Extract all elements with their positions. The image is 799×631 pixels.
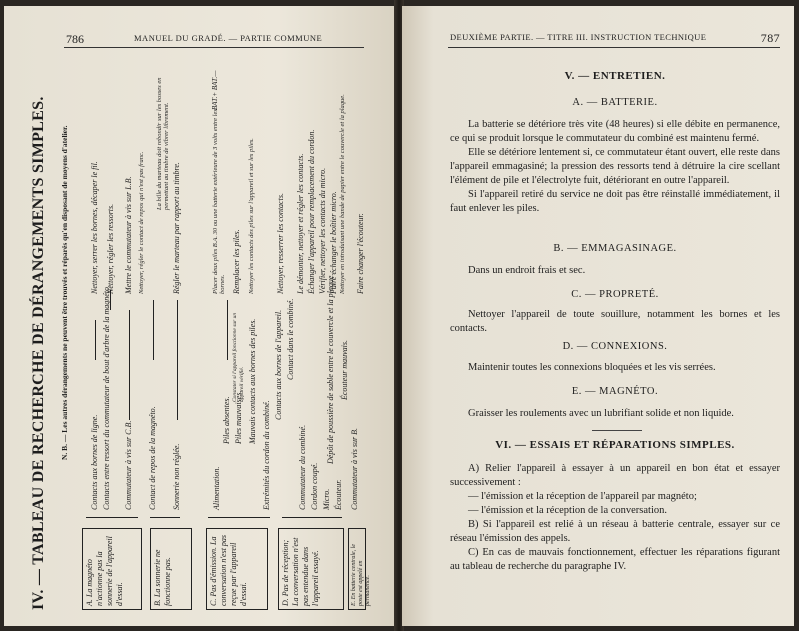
- vi-paragraph-1: A) Relier l'appareil à essayer à un appareil en bon état et essayer successivement :: [450, 463, 780, 488]
- cause-c-1: Alimentation.: [212, 466, 221, 510]
- d-text: [450, 361, 780, 375]
- cause-a-3: Commutateur à vis sur C.B.: [124, 420, 133, 510]
- arrow-6: [227, 300, 228, 360]
- a-paragraph-1: La batterie se détériore très vite (48 heures) si elle débite en permanence, ce qui se produit lorsque le commutateur du combiné est maintenu fermé.: [450, 119, 780, 144]
- cause-a-2: Contacts entre ressort du commutateur de bout d'arbre de la magnéto.: [102, 284, 111, 510]
- vi-list-item-1: — l'émission et la réception de l'appareil par magnéto;: [468, 491, 697, 502]
- c-paragraph-1: Nettoyer l'appareil de toute souillure, notamment les bornes et les contacts.: [450, 309, 780, 334]
- cause-c-3: Piles mauvaises.: [234, 390, 243, 444]
- bracket-a: [86, 517, 138, 518]
- cause-d-3: Micro.: [322, 488, 331, 510]
- b-paragraph-1: Dans un endroit frais et sec.: [468, 265, 586, 276]
- right-page-number: 787: [760, 31, 780, 45]
- e-heading: E. — MAGNÉTO.: [571, 386, 659, 397]
- left-page: [4, 6, 396, 626]
- bat-label: BAT.+ BAT.—: [211, 70, 219, 110]
- a-text: [450, 118, 780, 216]
- remedy-7: Remplacer les piles.: [232, 229, 241, 294]
- cause-d-4: Écouteur.: [334, 479, 343, 510]
- remedy-10: Le démonter, nettoyer et régler les contacts.: [296, 153, 305, 294]
- a-paragraph-2: Elle se détériore lentement si, ce commutateur étant ouvert, elle reste dans l'appareil emmagasiné; la pression des ressorts tend à détruire la cire scellant l'élément de pile et l'électrolyte fuit, détériorant en outre l'appareil.: [450, 147, 780, 186]
- fault-box-d: D. Pas de réception; La conversation n'est pas entendue dans l'appareil essayé.: [278, 528, 344, 610]
- right-page: [402, 6, 794, 626]
- cause-d-2: Cordon coupé.: [310, 462, 319, 510]
- section-divider: [592, 430, 642, 431]
- arrow-3: [129, 310, 130, 420]
- e-paragraph-1: Graisser les roulements avec un lubrifiant solide et non liquide.: [468, 408, 734, 419]
- arrow-1: [95, 320, 96, 360]
- remedy-12: Vérifier, nettoyer les contacts du micro.: [318, 167, 327, 294]
- a-paragraph-3: Si l'appareil retiré du service ne doit pas être réinstallé immédiatement, il faut enlever les piles.: [450, 189, 780, 214]
- b-heading: B. — EMMAGASINAGE.: [553, 243, 677, 254]
- c-heading: C. — PROPRETÉ.: [571, 289, 659, 300]
- remedy-2: Nettoyer, régler les ressorts.: [106, 203, 115, 294]
- table-note: N. B. — Les autres dérangements ne peuvent être trouvés et réparés qu'en disposant de moyens d'atelier.: [60, 125, 69, 460]
- cause-a-1: Contacts aux bornes de ligne.: [90, 414, 99, 510]
- fault-box-e: E. En batterie centrale, le poste est appelé en permanence.: [348, 528, 366, 610]
- right-header-rule: [448, 47, 780, 48]
- cause-c-6: Contacts aux bornes de l'appareil.: [274, 309, 283, 420]
- cause-c-5: Extrémités du cordon du combiné.: [262, 400, 271, 510]
- bracket-d: [282, 517, 342, 518]
- section-v-heading: V. — ENTRETIEN.: [564, 70, 666, 82]
- piles-note: Constater si l'appareil fonctionne sur un appareil vérifié.: [232, 312, 245, 402]
- arrow-5: [177, 300, 178, 420]
- remedy-1: Nettoyer, serrer les bornes, décaper le fil.: [90, 161, 99, 294]
- rotated-table: [26, 62, 371, 610]
- remedy-4: Nettoyer, régler le contact de repos qui n'est pas franc.: [138, 151, 145, 294]
- d-heading: D. — CONNEXIONS.: [562, 341, 668, 352]
- table-title: IV. — TABLEAU DE RECHERCHE DE DÉRANGEMENTS SIMPLES.: [30, 96, 47, 610]
- cause-c-7: Contact dans le combiné.: [286, 298, 295, 380]
- vi-paragraph-3: C) En cas de mauvais fonctionnement, effectuer les réparations figurant au tableau de recherche du paragraphe IV.: [450, 547, 780, 572]
- right-running-head: DEUXIÈME PARTIE. — TITRE III. INSTRUCTION TECHNIQUE: [450, 32, 707, 42]
- c-text: [450, 308, 780, 336]
- bracket-b: [150, 517, 180, 518]
- remedy-3: Mettre le commutateur à vis sur L.B.: [124, 176, 133, 294]
- cause-d-5: Dépôt de poussière de sable entre le couvercle et la plaque.: [326, 273, 335, 464]
- cause-c-4: Mauvais contacts aux bornes des piles.: [248, 318, 257, 444]
- sonnerie-note: La bille du marteau doit rebondir sur les bosses en permettant au timbre de vibrer librement.: [156, 77, 170, 210]
- fault-box-b: B. La sonnerie ne fonctionne pas.: [150, 528, 192, 610]
- remedy-6: Placer deux piles B.A. 30 ou une batterie extérieure de 3 volts entre les bornes.: [212, 109, 226, 294]
- cause-d-6: Écouteur mauvais.: [340, 340, 349, 400]
- remedy-11: Échanger l'appareil pour remplacement du cordon.: [307, 129, 316, 294]
- left-page-number: 786: [66, 32, 84, 46]
- section-vi-heading: VI. — ESSAIS ET RÉPARATIONS SIMPLES.: [495, 439, 735, 451]
- arrow-4: [153, 300, 154, 360]
- cause-e-1: Commutateur à vis sur B.: [350, 428, 359, 510]
- cause-b-2: Sonnerie non réglée.: [172, 443, 181, 510]
- remedy-8: Nettoyer les contacts des piles sur l'appareil et sur les piles.: [248, 138, 255, 294]
- vi-list-item-2: — l'émission et la réception de la conversation.: [468, 505, 667, 516]
- remedy-14: Nettoyer en introduisant une bande de papier entre le couvercle et la plaque.: [339, 94, 346, 294]
- vi-paragraph-2: B) Si l'appareil est relié à un réseau à batterie centrale, essayer sur ce réseau l'émission des appels.: [450, 519, 780, 544]
- vi-text: [450, 462, 780, 574]
- e-text: [450, 407, 780, 421]
- remedy-15: Faire changer l'écouteur.: [356, 213, 365, 294]
- remedy-5: Régler le marteau par rapport au timbre.: [172, 162, 181, 294]
- cause-d-1: Commutateur du combiné.: [298, 424, 307, 510]
- remedy-13: Faire échanger le boîtier micro.: [329, 191, 338, 294]
- cause-b-1: Contact de repos de la magnéto.: [148, 406, 157, 510]
- fault-box-a: A. La magnéto n'actionne pas la sonnerie de l'appareil d'essai.: [82, 528, 142, 610]
- cause-c-2: Piles absentes.: [222, 396, 231, 444]
- fault-box-c: C. Pas d'émission. La conversation n'est pas reçue par l'appareil d'essai.: [206, 528, 268, 610]
- bracket-c: [208, 517, 270, 518]
- a-heading: A. — BATTERIE.: [572, 97, 658, 108]
- right-header: [450, 31, 780, 45]
- d-paragraph-1: Maintenir toutes les connexions bloquées et les vis serrées.: [468, 362, 716, 373]
- left-running-head: MANUEL DU GRADÉ. — PARTIE COMMUNE: [134, 33, 323, 43]
- left-header-rule: [64, 47, 364, 48]
- b-text: [450, 264, 780, 278]
- remedy-9: Nettoyer, resserrer les contacts.: [276, 193, 285, 294]
